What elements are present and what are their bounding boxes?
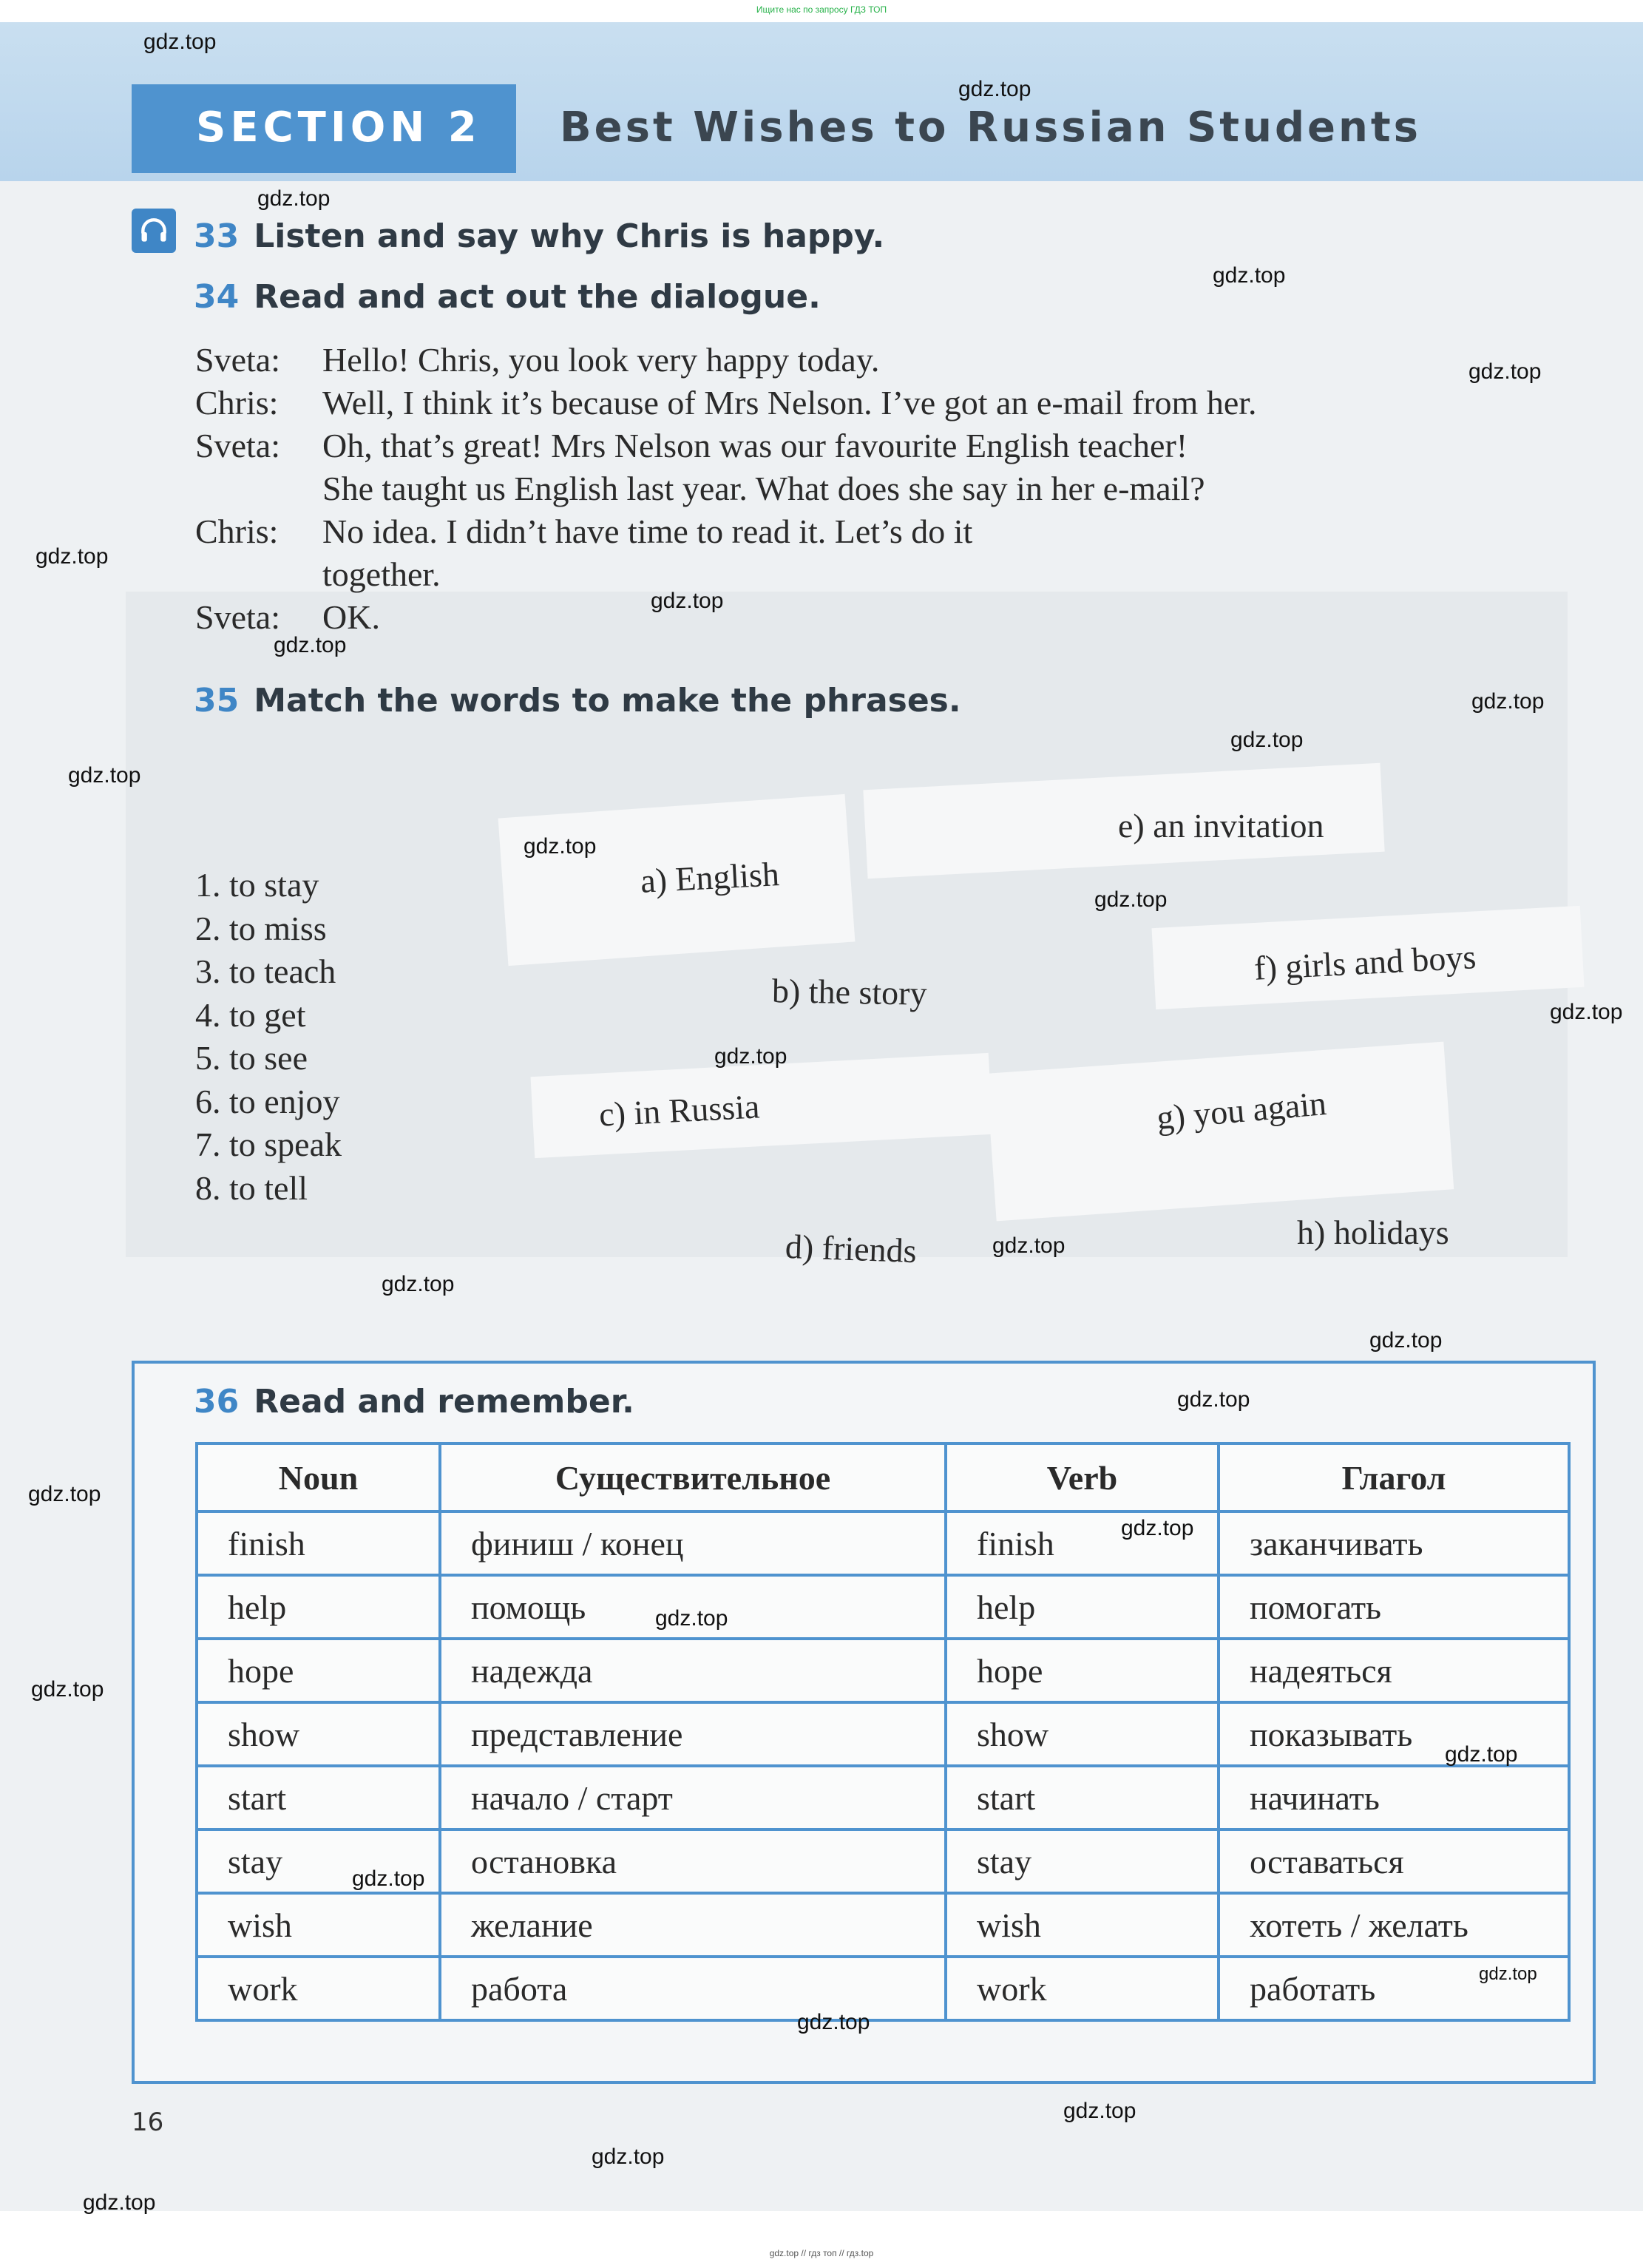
exercise-34-heading — [194, 278, 821, 316]
match-item: 2. to miss — [195, 909, 327, 947]
match-item: 3. to teach — [195, 952, 336, 990]
table-cell: hope — [197, 1639, 440, 1702]
column-header: Существительное — [440, 1443, 946, 1512]
watermark: gdz.top — [143, 30, 217, 54]
watermark: gdz.top — [797, 2010, 870, 2034]
table-cell: работа — [440, 1957, 946, 2020]
watermark: gdz.top — [714, 1044, 787, 1069]
line-text: OK. — [322, 598, 380, 636]
table-cell: stay — [946, 1829, 1219, 1893]
table-cell: work — [197, 1957, 440, 2020]
watermark: gdz.top — [83, 2190, 156, 2215]
exercise-instruction: Read and act out the dialogue. — [254, 278, 821, 316]
table-cell: начинать — [1219, 1766, 1569, 1829]
table-row — [197, 1512, 1569, 1575]
column-header: Глагол — [1219, 1443, 1569, 1512]
match-option-f: f) girls and boys — [1253, 938, 1477, 987]
speaker: Sveta: — [195, 598, 280, 636]
exercise-35-heading — [194, 682, 961, 720]
match-option-a: a) English — [639, 855, 781, 900]
table-cell: надеяться — [1219, 1639, 1569, 1702]
watermark: gdz.top — [352, 1866, 425, 1891]
watermark: gdz.top — [592, 2145, 665, 2169]
watermark: gdz.top — [1063, 2099, 1136, 2123]
table-header-row — [197, 1443, 1569, 1512]
vocabulary-table — [195, 1442, 1571, 2022]
watermark: gdz.top — [35, 544, 109, 569]
table-cell: остановка — [440, 1829, 946, 1893]
match-item: 5. to see — [195, 1039, 308, 1077]
table-cell: finish — [946, 1512, 1219, 1575]
table-row — [197, 1639, 1569, 1702]
line-text: Hello! Chris, you look very happy today. — [322, 341, 880, 379]
watermark: gdz.top — [31, 1677, 104, 1702]
table-cell: start — [946, 1766, 1219, 1829]
column-header: Noun — [197, 1443, 440, 1512]
watermark: gdz.top — [1213, 263, 1286, 288]
speaker: Chris: — [195, 384, 279, 422]
watermark: gdz.top — [68, 763, 141, 788]
watermark: gdz.top — [28, 1482, 101, 1506]
speaker: Chris: — [195, 512, 279, 550]
table-cell: stay — [197, 1829, 440, 1893]
table-cell: help — [946, 1575, 1219, 1639]
match-left-column — [195, 864, 342, 1210]
watermark: gdz.top — [651, 589, 724, 613]
table-cell: начало / старт — [440, 1766, 946, 1829]
table-row — [197, 1575, 1569, 1639]
watermark: gdz.top — [1230, 728, 1304, 752]
match-item: 7. to speak — [195, 1125, 342, 1163]
watermark: gdz.top — [1468, 359, 1542, 384]
column-header: Verb — [946, 1443, 1219, 1512]
table-cell: finish — [197, 1512, 440, 1575]
top-notice: Ищите нас по запросу ГДЗ ТОП — [756, 4, 887, 15]
match-item: 4. to get — [195, 995, 306, 1034]
exercise-number: 36 — [194, 1383, 240, 1421]
table-cell: wish — [946, 1893, 1219, 1957]
watermark: gdz.top — [257, 186, 331, 211]
table-row — [197, 1893, 1569, 1957]
match-option-c: c) in Russia — [597, 1087, 761, 1134]
exercise-33-heading — [194, 217, 884, 255]
table-row — [197, 1702, 1569, 1766]
watermark: gdz.top — [382, 1272, 455, 1296]
line-text: She taught us English last year. What does she say in her e-mail? — [322, 470, 1205, 507]
table-row — [197, 1766, 1569, 1829]
table-cell: представление — [440, 1702, 946, 1766]
exercise-36-heading — [194, 1383, 634, 1421]
speaker: Sveta: — [195, 341, 280, 379]
bottom-notice: gdz.top // гдз топ // гдз.top — [769, 2248, 874, 2258]
exercise-number: 33 — [194, 217, 240, 255]
match-option-g: g) you again — [1155, 1084, 1328, 1137]
table-cell: show — [197, 1702, 440, 1766]
watermark: gdz.top — [655, 1606, 728, 1631]
table-cell: желание — [440, 1893, 946, 1957]
exercise-number: 35 — [194, 682, 240, 720]
headphones-icon — [132, 209, 176, 253]
watermark: gdz.top — [274, 633, 347, 657]
section-title: Best Wishes to Russian Students — [560, 104, 1421, 152]
table-cell: помощь — [440, 1575, 946, 1639]
watermark: gdz.top — [1479, 1964, 1537, 1984]
table-cell: помогать — [1219, 1575, 1569, 1639]
speaker: Sveta: — [195, 427, 280, 464]
match-option-d: d) friends — [785, 1227, 918, 1270]
watermark: gdz.top — [1121, 1516, 1194, 1540]
match-item: 8. to tell — [195, 1168, 308, 1207]
watermark: gdz.top — [992, 1233, 1066, 1258]
match-option-h: h) holidays — [1297, 1213, 1449, 1251]
watermark: gdz.top — [1471, 689, 1545, 714]
exercise-instruction: Listen and say why Chris is happy. — [254, 217, 885, 255]
watermark: gdz.top — [1445, 1742, 1518, 1767]
match-item: 1. to stay — [195, 866, 319, 904]
exercise-instruction: Match the words to make the phrases. — [254, 682, 961, 720]
exercise-number: 34 — [194, 278, 240, 316]
watermark: gdz.top — [524, 834, 597, 859]
section-label: SECTION 2 — [196, 104, 481, 152]
table-cell: финиш / конец — [440, 1512, 946, 1575]
table-cell: hope — [946, 1639, 1219, 1702]
table-cell: work — [946, 1957, 1219, 2020]
line-text: Well, I think it’s because of Mrs Nelson. I’ve got an e-mail from her. — [322, 384, 1257, 422]
watermark: gdz.top — [1094, 887, 1168, 912]
line-text: No idea. I didn’t have time to read it. Let’s do it — [322, 512, 973, 550]
match-item: 6. to enjoy — [195, 1082, 340, 1120]
table-cell: заканчивать — [1219, 1512, 1569, 1575]
table-cell: show — [946, 1702, 1219, 1766]
line-text: together. — [322, 555, 441, 593]
table-cell: оставаться — [1219, 1829, 1569, 1893]
watermark: gdz.top — [1369, 1328, 1443, 1353]
table-cell: надежда — [440, 1639, 946, 1702]
table-cell: хотеть / желать — [1219, 1893, 1569, 1957]
match-option-e: e) an invitation — [1118, 807, 1324, 844]
table-cell: показывать — [1219, 1702, 1569, 1766]
watermark: gdz.top — [1550, 1000, 1623, 1024]
page-number: 16 — [132, 2108, 164, 2137]
table-cell: help — [197, 1575, 440, 1639]
match-option-b: b) the story — [771, 972, 927, 1012]
watermark: gdz.top — [958, 77, 1031, 101]
table-cell: start — [197, 1766, 440, 1829]
exercise-instruction: Read and remember. — [254, 1383, 634, 1421]
table-cell: работать — [1219, 1957, 1569, 2020]
table-cell: wish — [197, 1893, 440, 1957]
watermark: gdz.top — [1177, 1387, 1250, 1412]
line-text: Oh, that’s great! Mrs Nelson was our favourite English teacher! — [322, 427, 1188, 464]
table-row — [197, 1957, 1569, 2020]
